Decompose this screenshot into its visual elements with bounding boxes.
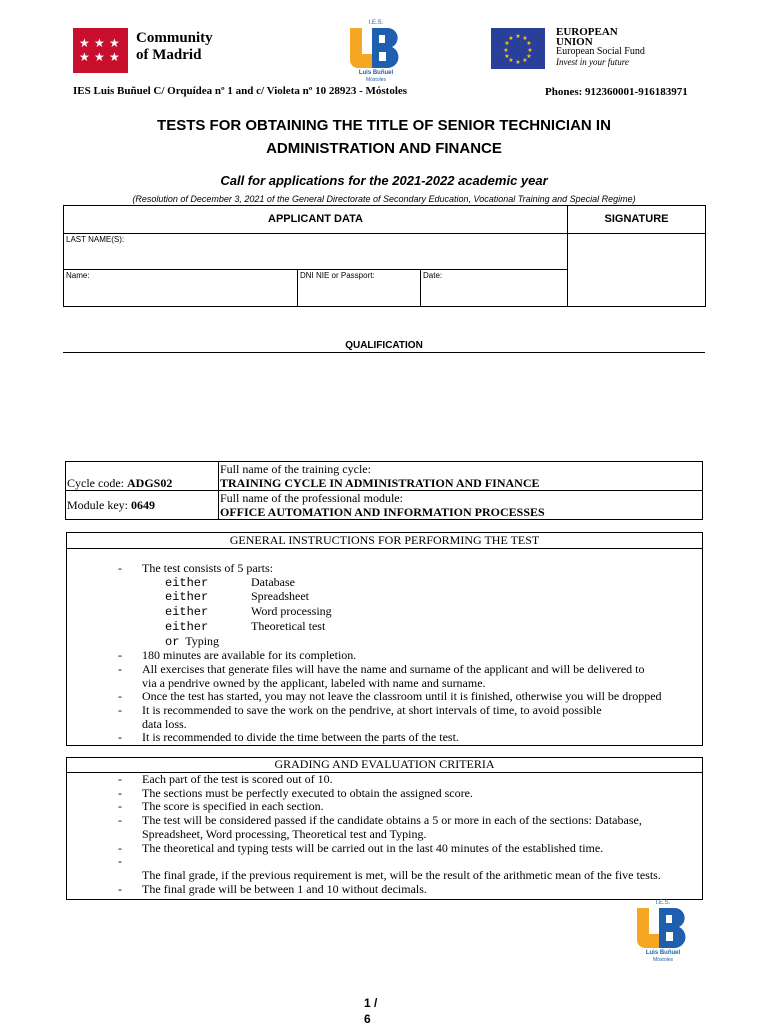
last-names-field[interactable] [63, 233, 568, 270]
svg-text:★: ★ [79, 36, 90, 50]
svg-text:★: ★ [504, 53, 510, 60]
svg-text:★: ★ [522, 35, 528, 42]
cycle-code-cell: Cycle code: ADGS02 [65, 461, 219, 491]
community-of-madrid-flag [73, 28, 128, 73]
list-item: - The test consists of 5 parts: [118, 561, 273, 575]
footer-ies-logo: I.E.S. Luis Buñuel Móstoles [633, 900, 693, 968]
module-name: OFFICE AUTOMATION AND INFORMATION PROCESSES [220, 505, 545, 519]
name-label: Name: [66, 271, 90, 280]
page-number: 1 / 6 [364, 996, 378, 1026]
svg-text:★: ★ [109, 36, 120, 50]
list-item: - It is recommended to divide the time between the parts of the test. [118, 730, 459, 745]
instructions-header: GENERAL INSTRUCTIONS FOR PERFORMING THE TEST [66, 533, 703, 549]
signature-field[interactable] [567, 233, 706, 307]
call-subtitle: Call for applications for the 2021-2022 academic year [220, 173, 548, 188]
list-item: - The sections must be perfectly executed to obtain the assigned score. [118, 785, 473, 800]
ies-luis-bunuel-logo: I.E.S. Luis Buñuel Móstoles [346, 20, 406, 88]
european-union-label: EUROPEAN UNION European Social Fund Invest in your future [556, 26, 645, 67]
dni-field[interactable] [297, 269, 421, 307]
grading-list [118, 773, 708, 896]
dni-label: DNI NIE or Passport: [300, 271, 375, 280]
applicant-header: APPLICANT DATA [63, 205, 568, 234]
school-phones: Phones: 912360001-916183971 [545, 86, 688, 98]
svg-text:★: ★ [522, 57, 528, 64]
part-theoretical: either Theoretical test [165, 618, 326, 634]
qualification-heading: QUALIFICATION [345, 340, 423, 351]
part-database: either Database [165, 574, 295, 590]
svg-text:★: ★ [508, 35, 514, 42]
svg-text:★: ★ [515, 33, 521, 40]
community-of-madrid-name: Community of Madrid [136, 30, 213, 63]
module-key-cell: Module key: 0649 [65, 490, 219, 520]
last-names-label: LAST NAME(S): [66, 235, 125, 244]
name-field[interactable] [63, 269, 298, 307]
list-item: - It is recommended to save the work on the pendrive, at short intervals of time, to avoid possible [118, 703, 602, 718]
svg-text:★: ★ [526, 40, 532, 47]
part-spreadsheet: either Spreadsheet [165, 589, 309, 605]
svg-text:★: ★ [109, 50, 120, 64]
list-item: - The final grade will be between 1 and 10 without decimals. [118, 881, 427, 896]
list-item: The final grade, if the previous requirement is met, will be the result of the arithmetic mean of the five tests. [142, 867, 661, 882]
svg-text:★: ★ [94, 36, 105, 50]
list-item: via a pendrive owned by the applicant, labeled with name and surname. [142, 675, 486, 690]
svg-text:★: ★ [508, 57, 514, 64]
module-name-cell: Full name of the professional module: OFFICE AUTOMATION AND INFORMATION PROCESSES [218, 490, 703, 520]
svg-text:★: ★ [527, 47, 533, 54]
svg-text:★: ★ [503, 47, 509, 54]
cycle-code: ADGS02 [126, 476, 173, 490]
qualification-divider [63, 352, 705, 353]
part-word-processing: either Word processing [165, 604, 332, 620]
cycle-name-cell: Full name of the training cycle: TRAINING CYCLE IN ADMINISTRATION AND FINANCE [218, 461, 703, 491]
part-typing: or Typing [165, 633, 220, 649]
list-item: - 180 minutes are available for its completion. [118, 648, 357, 663]
list-item: - The theoretical and typing tests will be carried out in the last 40 minutes of the established time. [118, 840, 604, 855]
instructions-list [118, 562, 708, 745]
european-union-flag [491, 28, 545, 69]
module-key: 0649 [131, 498, 155, 512]
list-item: - The score is specified in each section. [118, 799, 324, 814]
date-label: Date: [423, 271, 443, 280]
svg-text:★: ★ [94, 50, 105, 64]
list-item: - Once the test has started, you may not leave the classroom until it is finished, otherwise you will be dropped [118, 689, 662, 704]
list-item: - The test will be considered passed if the candidate obtains a 5 or more in each of the sections: Database, [118, 813, 642, 828]
list-item: data loss. [142, 716, 187, 731]
list-item: - All exercises that generate files will have the name and surname of the applicant and will be delivered to [118, 661, 645, 676]
date-field[interactable] [420, 269, 568, 307]
document-title: TESTS FOR OBTAINING THE TITLE OF SENIOR TECHNICIAN IN ADMINISTRATION AND FINANCE [157, 117, 611, 157]
svg-text:★: ★ [526, 53, 532, 60]
cycle-name: TRAINING CYCLE IN ADMINISTRATION AND FINANCE [220, 476, 540, 490]
svg-text:★: ★ [515, 59, 521, 66]
resolution-note: (Resolution of December 3, 2021 of the General Directorate of Secondary Education, Vocational Training and Special Regime) [132, 194, 636, 204]
list-item: - [118, 854, 122, 869]
list-item: - Each part of the test is scored out of 10. [118, 772, 333, 786]
grading-header: GRADING AND EVALUATION CRITERIA [66, 758, 703, 773]
svg-text:★: ★ [79, 50, 90, 64]
signature-header: SIGNATURE [567, 205, 706, 234]
school-address: IES Luis Buñuel C/ Orquídea nº 1 and c/ Violeta nº 10 28923 - Móstoles [73, 85, 408, 97]
list-item: Spreadsheet, Word processing, Theoretical test and Typing. [142, 826, 427, 841]
svg-text:★: ★ [504, 40, 510, 47]
